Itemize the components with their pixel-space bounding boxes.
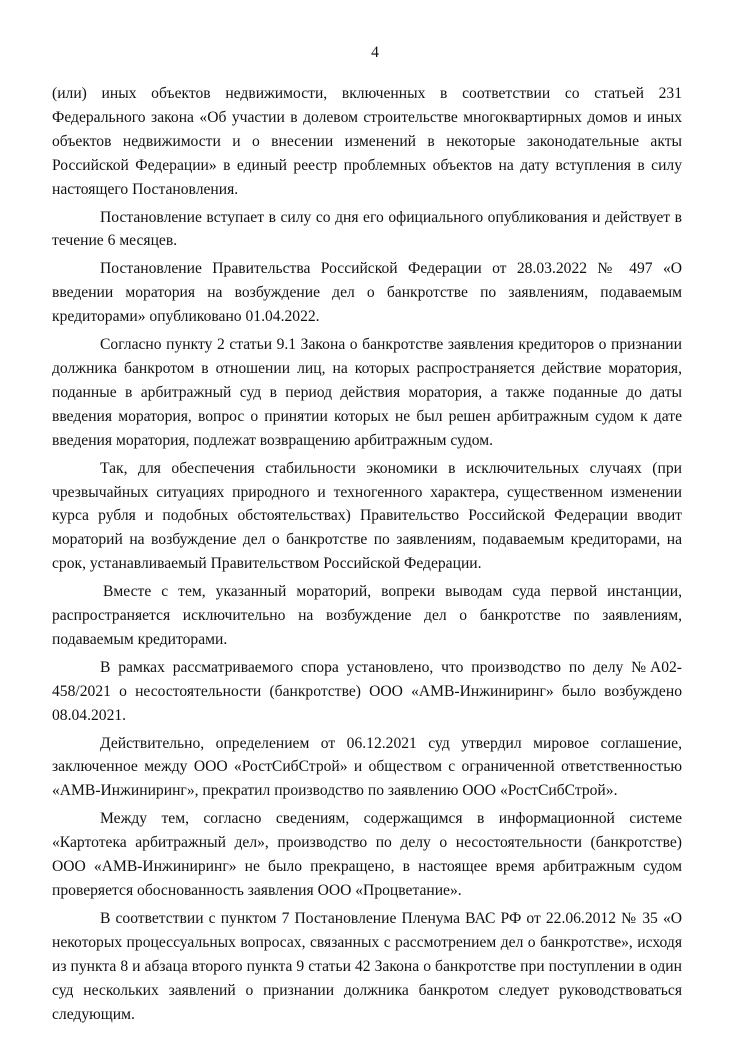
paragraph-moratorium-scope: Вместе с тем, указанный мораторий, вопреки выводам суда первой инстанции, распространяется исключительно на возбуждение дел о банкротстве по заявлениям, подаваемым кредиторами. [52, 583, 682, 648]
paragraph-settlement-agreement: Действительно, определением от 06.12.2021 суд утвердил мировое соглашение, заключенное между ООО «РостСибСтрой» и обществом с ограниченной ответственностью «АМВ-Инжиниринг», прекратил производство по заявлению ООО «РостСибСтрой». [52, 734, 682, 800]
paragraph-case-initiated: В рамках рассматриваемого спора установлено, что производство по делу №А02-458/2021 о несостоятельности (банкротстве) ООО «АМВ-Инжиниринг» было возбуждено 08.04.2021. [52, 658, 682, 724]
paragraph-economic-stability: Так, для обеспечения стабильности экономики в исключительных случаях (при чрезвычайных ситуациях природного и техногенного характера, существенном изменении курса рубля и подобных обстоятельствах) Правительство Российской Федерации вводит мораторий на возбуждение дел о банкротстве по заявлениям, подаваемым кредиторами, на срок, устанавливаемый Правительством Российской Федерации. [52, 459, 682, 573]
paragraph-moratorium-publication: Постановление Правительства Российской Федерации от 28.03.2022 № 497 «О введении моратория на возбуждение дел о банкротстве по заявлениям, подаваемым кредиторами» опубликовано 01.04.2022. [52, 260, 682, 326]
paragraph-case-file-system: Между тем, согласно сведениям, содержащимся в информационной системе «Картотека арбитражный дел», производство по делу о несостоятельности (банкротстве) ООО «АМВ-Инжиниринг» не было прекращено, в настоящее время арбитражным судом проверяется обоснованность заявления ООО «Процветание». [52, 810, 682, 899]
paragraph-continuation: (или) иных объектов недвижимости, включенных в соответствии со статьей 231 Федерального закона «Об участии в долевом строительстве многоквартирных домов и иных объектов недвижимости и о внесении изменений в некоторые законодательные акты Российской Федерации» в единый реестр проблемных объектов на дату вступления в силу настоящего Постановления. [52, 85, 682, 198]
paragraph-effective-date: Постановление вступает в силу со дня его официального опубликования и действует в течение 6 месяцев. [52, 208, 682, 250]
document-body [52, 82, 682, 1030]
paragraph-article-9-1: Согласно пункту 2 статьи 9.1 Закона о банкротстве заявления кредиторов о признании должника банкротом в отношении лиц, на которых распространяется действие моратория, поданные в арбитражный суд в период действия моратория, а также поданные до даты введения моратория, вопрос о принятии которых не был решен арбитражным судом к дате введения моратория, подлежат возвращению арбитражным судом. [52, 336, 682, 449]
paragraph-plenum-resolution: В соответствии с пунктом 7 Постановление Пленума ВАС РФ от 22.06.2012 № 35 «О некоторых процессуальных вопросах, связанных с рассмотрением дел о банкротстве», исходя из пункта 8 и абзаца второго пункта 9 статьи 42 Закона о банкротстве при поступлении в один суд нескольких заявлений о признании должника банкротом следует руководствоваться следующим. [52, 909, 682, 1023]
page-number: 4 [371, 44, 379, 61]
